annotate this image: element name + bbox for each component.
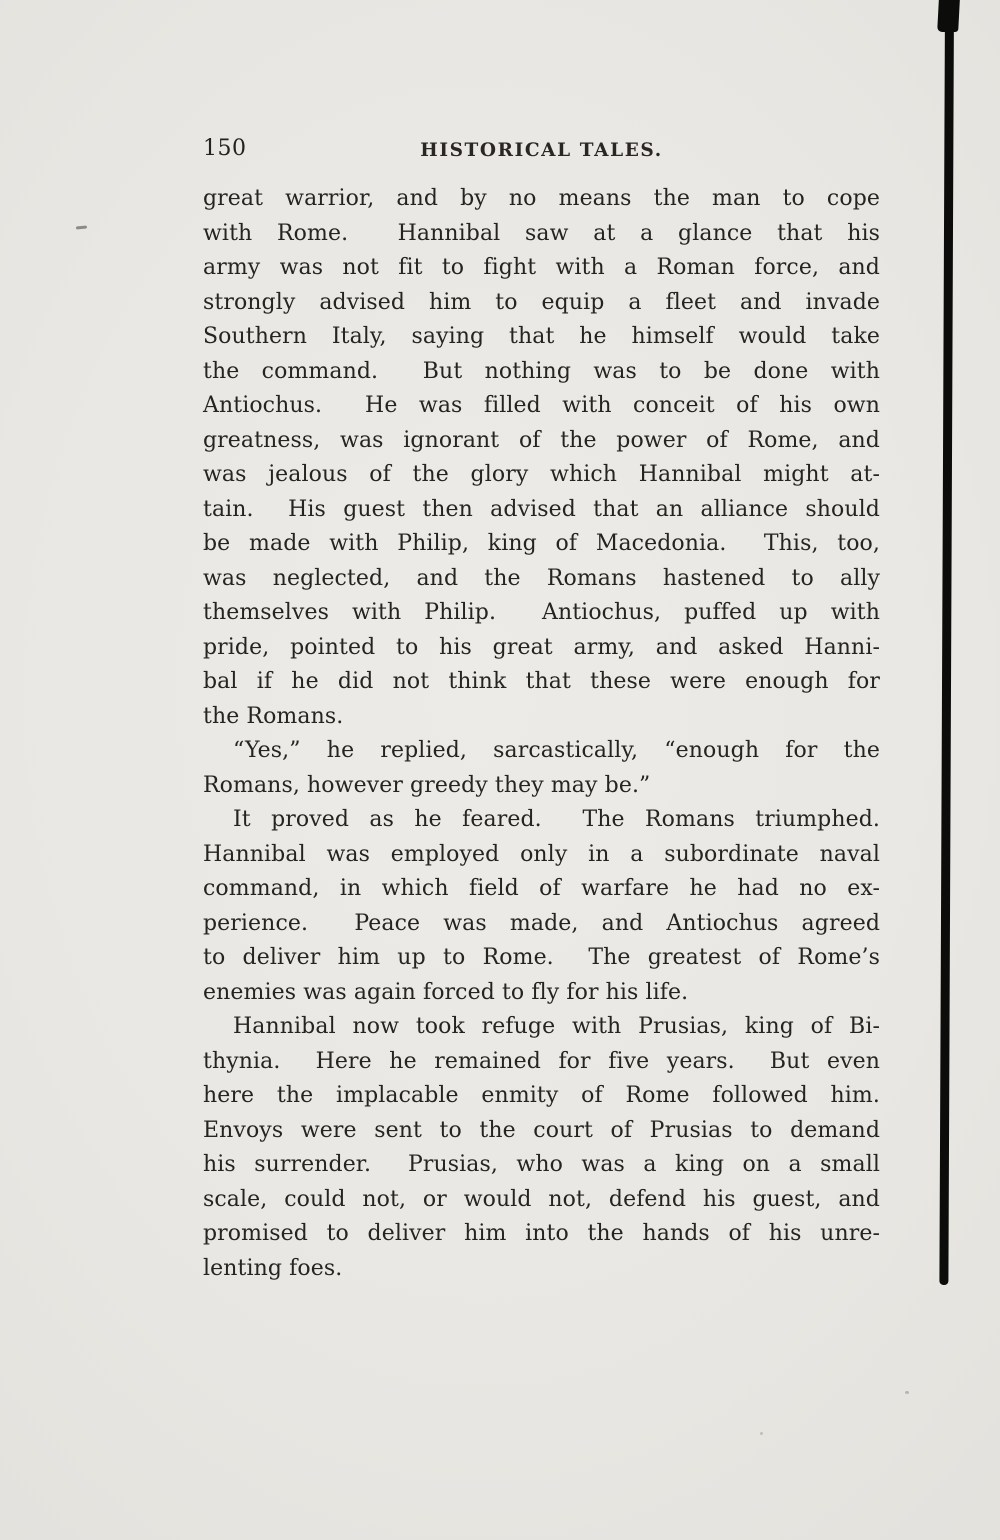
text-line: Hannibal was employed only in a subordinate naval	[203, 841, 880, 867]
paragraph	[203, 734, 880, 803]
text-line: Southern Italy, saying that he himself would take	[203, 324, 880, 349]
text-line: was neglected, and the Romans hastened to ally	[203, 565, 880, 591]
text-line: greatness, was ignorant of the power of Rome, and	[203, 427, 880, 453]
paragraph	[203, 803, 880, 1010]
text-line: It proved as he feared. The Romans triumphed.	[233, 807, 880, 832]
text-line: to deliver him up to Rome. The greatest of Rome’s	[203, 945, 880, 970]
text-line: great warrior, and by no means the man to cope	[203, 186, 880, 211]
text-line: Hannibal now took refuge with Prusias, king of Bi-	[233, 1014, 880, 1039]
text-line: here the implacable enmity of Rome followed him.	[203, 1083, 880, 1108]
text-line: with Rome. Hannibal saw at a glance that his	[203, 220, 880, 246]
running-header	[203, 136, 880, 162]
text-line: Antiochus. He was filled with conceit of his own	[203, 393, 880, 418]
text-line: pride, pointed to his great army, and asked Hanni-	[203, 634, 880, 660]
text-line: scale, could not, or would not, defend his guest, and	[203, 1186, 880, 1212]
running-header-title: HISTORICAL TALES.	[420, 140, 663, 161]
page-body-text	[203, 182, 880, 1286]
paper-speck	[760, 1432, 763, 1435]
text-line: his surrender. Prusias, who was a king on a small	[203, 1152, 880, 1177]
paper-speck	[905, 1391, 909, 1394]
text-line: thynia. Here he remained for five years. But even	[203, 1048, 880, 1074]
text-line: strongly advised him to equip a fleet and invade	[203, 289, 880, 315]
text-line: the Romans.	[203, 703, 344, 729]
text-line: tain. His guest then advised that an alliance should	[203, 496, 880, 522]
text-line: Envoys were sent to the court of Prusias to demand	[203, 1117, 880, 1143]
text-line: enemies was again forced to fly for his life.	[203, 979, 689, 1005]
text-line: army was not fit to fight with a Roman force, and	[203, 255, 880, 280]
page-number: 150	[203, 136, 247, 161]
text-line: perience. Peace was made, and Antiochus agreed	[203, 910, 880, 936]
text-line: be made with Philip, king of Macedonia. This, too,	[203, 531, 880, 556]
text-line: lenting foes.	[203, 1255, 343, 1281]
text-line: Romans, however greedy they may be.”	[203, 772, 651, 798]
text-line: the command. But nothing was to be done with	[203, 358, 880, 384]
text-line: promised to deliver him into the hands of his unre-	[203, 1221, 880, 1246]
paragraph	[203, 1010, 880, 1286]
text-line: themselves with Philip. Antiochus, puffed up with	[203, 600, 880, 625]
text-line: bal if he did not think that these were enough for	[203, 669, 880, 694]
text-line: command, in which field of warfare he had no ex-	[203, 876, 880, 901]
paragraph	[203, 182, 880, 734]
text-line: “Yes,” he replied, sarcastically, “enough for the	[233, 738, 880, 763]
text-line: was jealous of the glory which Hannibal might at-	[203, 462, 880, 487]
